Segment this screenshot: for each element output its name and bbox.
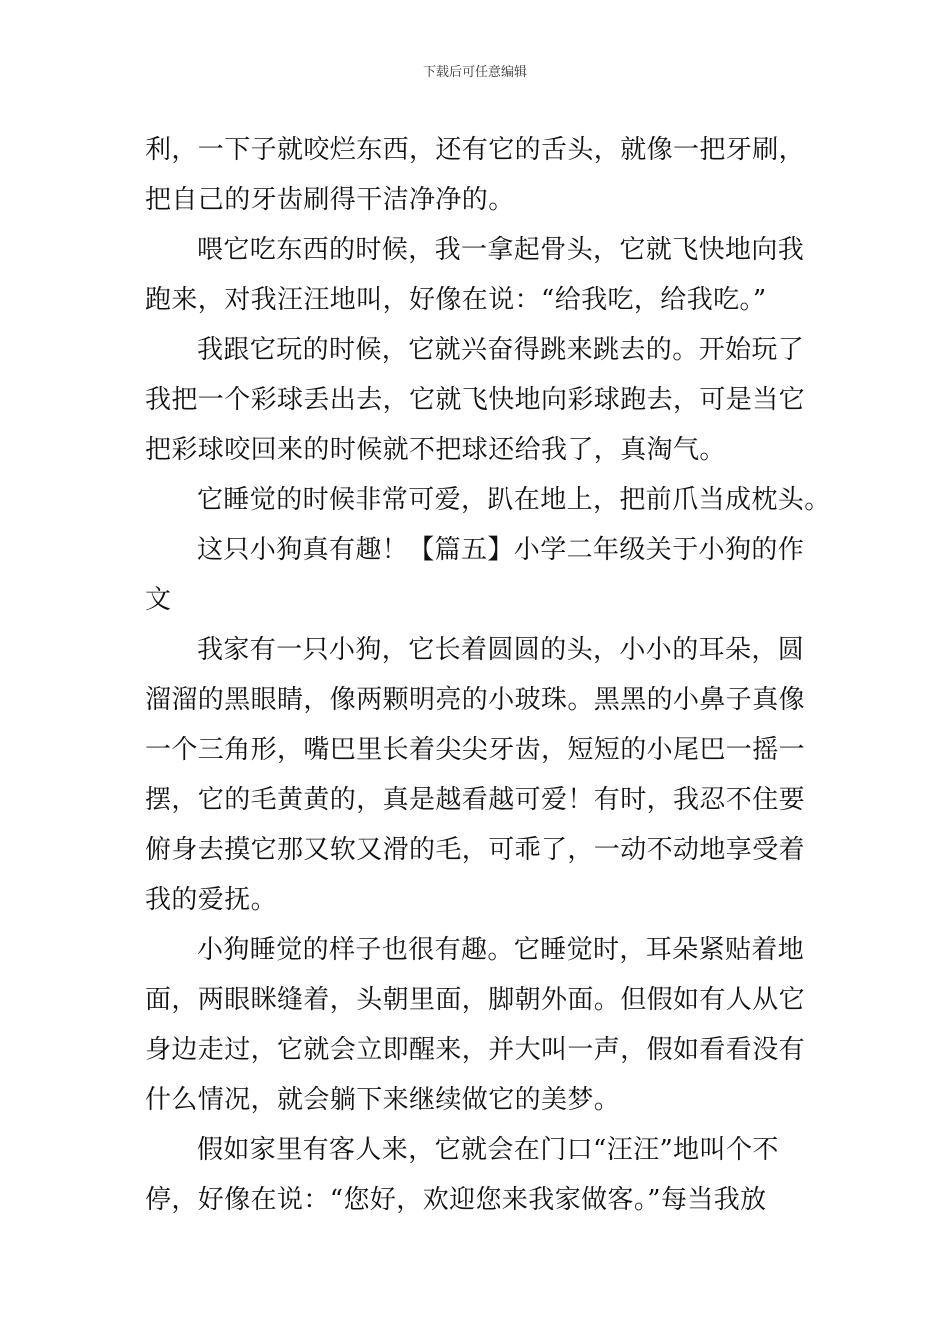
text-line: 它睡觉的时候非常可爱，趴在地上，把前爪当成枕头。 [197,485,831,515]
text-line: 这只小狗真有趣！【篇五】小学二年级关于小狗的作 [197,535,805,565]
text-line: 利，一下子就咬烂东西，还有它的舌头，就像一把牙刷， [145,135,806,165]
text-line: 身边走过，它就会立即醒来，并大叫一声，假如看看没有 [145,1035,806,1065]
text-line: 假如家里有客人来，它就会在门口“汪汪”地叫个不 [197,1135,779,1165]
text-line: 喂它吃东西的时候，我一拿起骨头，它就飞快地向我 [197,235,805,265]
text-line: 我把一个彩球丢出去，它就飞快地向彩球跑去，可是当它 [145,385,806,415]
text-line: 溜溜的黑眼睛，像两颗明亮的小玻珠。黑黑的小鼻子真像 [145,685,806,715]
text-line: 把自己的牙齿刷得干洁净净的。 [145,185,515,215]
text-line: 跑来，对我汪汪地叫，好像在说：“给我吃，给我吃。” [145,285,767,315]
text-line: 我的爱抚。 [145,885,278,915]
text-line: 我跟它玩的时候，它就兴奋得跳来跳去的。开始玩了 [197,335,805,365]
text-line: 一个三角形，嘴巴里长着尖尖牙齿，短短的小尾巴一摇一 [145,735,806,765]
text-line: 面，两眼眯缝着，头朝里面，脚朝外面。但假如有人从它 [145,985,806,1015]
text-line: 停，好像在说：“您好，欢迎您来我家做客。”每当我放 [145,1185,767,1215]
text-line: 小狗睡觉的样子也很有趣。它睡觉时，耳朵紧贴着地 [197,935,805,965]
text-line: 我家有一只小狗，它长着圆圆的头，小小的耳朵，圆 [197,635,805,665]
text-line: 什么情况，就会躺下来继续做它的美梦。 [145,1085,621,1115]
text-line: 把彩球咬回来的时候就不把球还给我了，真淘气。 [145,435,726,465]
text-line: 摆，它的毛黄黄的，真是越看越可爱！有时，我忍不住要 [145,785,806,815]
text-line: 俯身去摸它那又软又滑的毛，可乖了，一动不动地享受着 [145,835,806,865]
text-line: 文 [145,585,172,615]
page-header: 下载后可任意编辑 [422,65,527,80]
